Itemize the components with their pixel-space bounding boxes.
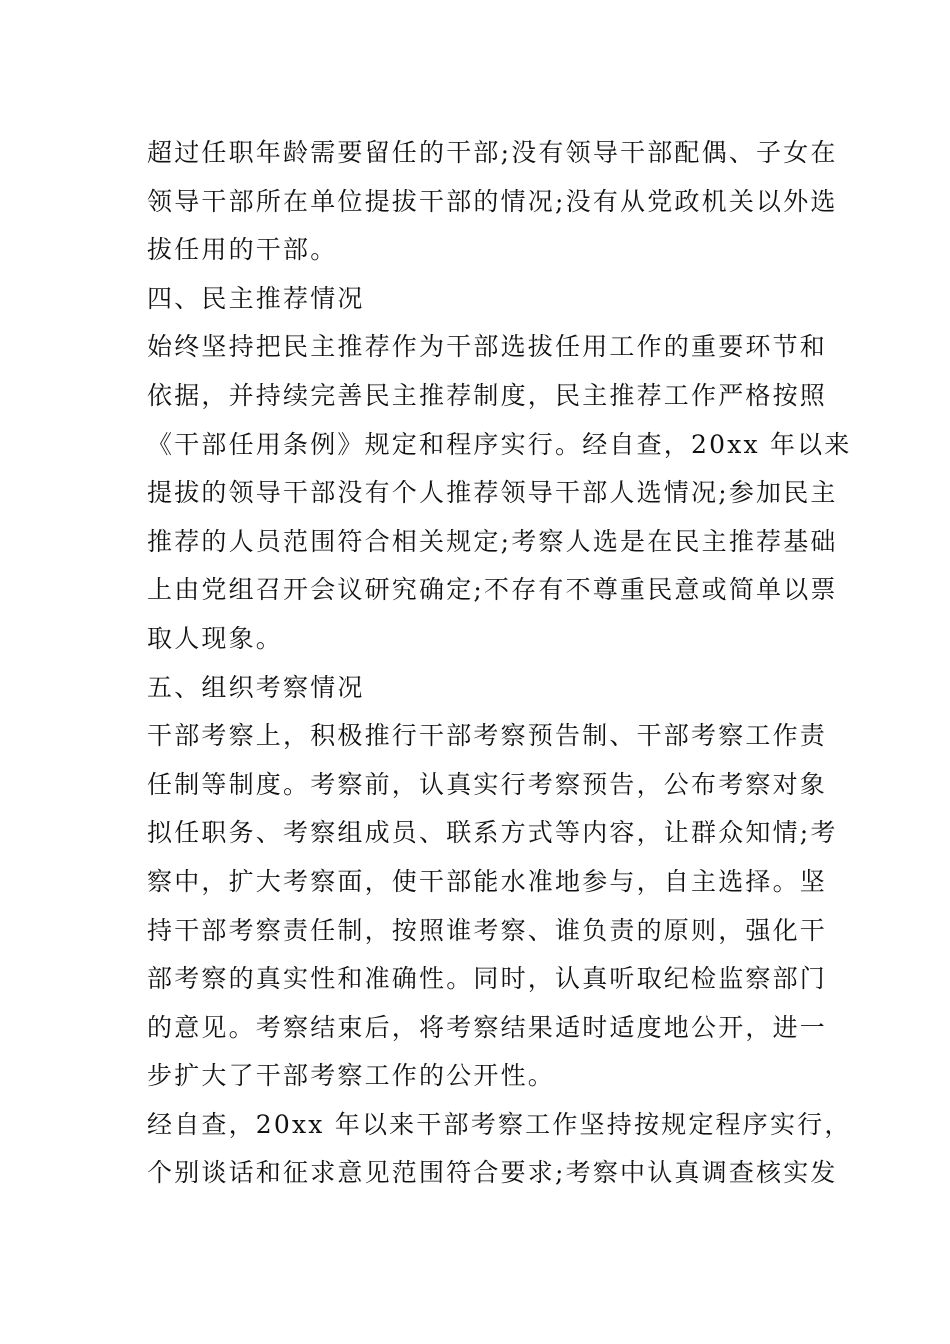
- body-line: 的意见。考察结束后，将考察结果适时适度地公开，进一: [147, 1012, 828, 1042]
- body-line: 《干部任用条例》规定和程序实行。经自查，20xx 年以来: [147, 429, 852, 459]
- body-line: 领导干部所在单位提拔干部的情况;没有从党政机关以外选: [147, 186, 838, 216]
- section-heading: 五、组织考察情况: [147, 672, 365, 702]
- body-line: 始终坚持把民主推荐作为干部选拔任用工作的重要环节和: [147, 332, 828, 362]
- body-line: 步扩大了干部考察工作的公开性。: [147, 1061, 556, 1091]
- body-line: 干部考察上，积极推行干部考察预告制、干部考察工作责: [147, 721, 828, 751]
- body-line: 依据，并持续完善民主推荐制度，民主推荐工作严格按照: [147, 380, 828, 410]
- body-line: 上由党组召开会议研究确定;不存有不尊重民意或简单以票: [147, 575, 838, 605]
- body-line: 拟任职务、考察组成员、联系方式等内容，让群众知情;考: [147, 818, 838, 848]
- body-line: 取人现象。: [147, 623, 284, 653]
- body-line: 持干部考察责任制，按照谁考察、谁负责的原则，强化干: [147, 915, 828, 945]
- document-body: [147, 129, 852, 1198]
- body-line: 部考察的真实性和准确性。同时，认真听取纪检监察部门: [147, 964, 828, 994]
- body-line: 个别谈话和征求意见范围符合要求;考察中认真调查核实发: [147, 1158, 838, 1188]
- body-line: 超过任职年龄需要留任的干部;没有领导干部配偶、子女在: [147, 138, 838, 167]
- section-heading: 四、民主推荐情况: [147, 283, 365, 313]
- body-line: 任制等制度。考察前，认真实行考察预告，公布考察对象: [147, 769, 828, 799]
- body-line: 察中，扩大考察面，使干部能水准地参与，自主选择。坚: [147, 866, 828, 896]
- body-line: 经自查，20xx 年以来干部考察工作坚持按规定程序实行，: [147, 1109, 852, 1139]
- body-line: 提拔的领导干部没有个人推荐领导干部人选情况;参加民主: [147, 478, 838, 508]
- body-line: 拔任用的干部。: [147, 235, 338, 265]
- body-line: 推荐的人员范围符合相关规定;考察人选是在民主推荐基础: [147, 526, 838, 556]
